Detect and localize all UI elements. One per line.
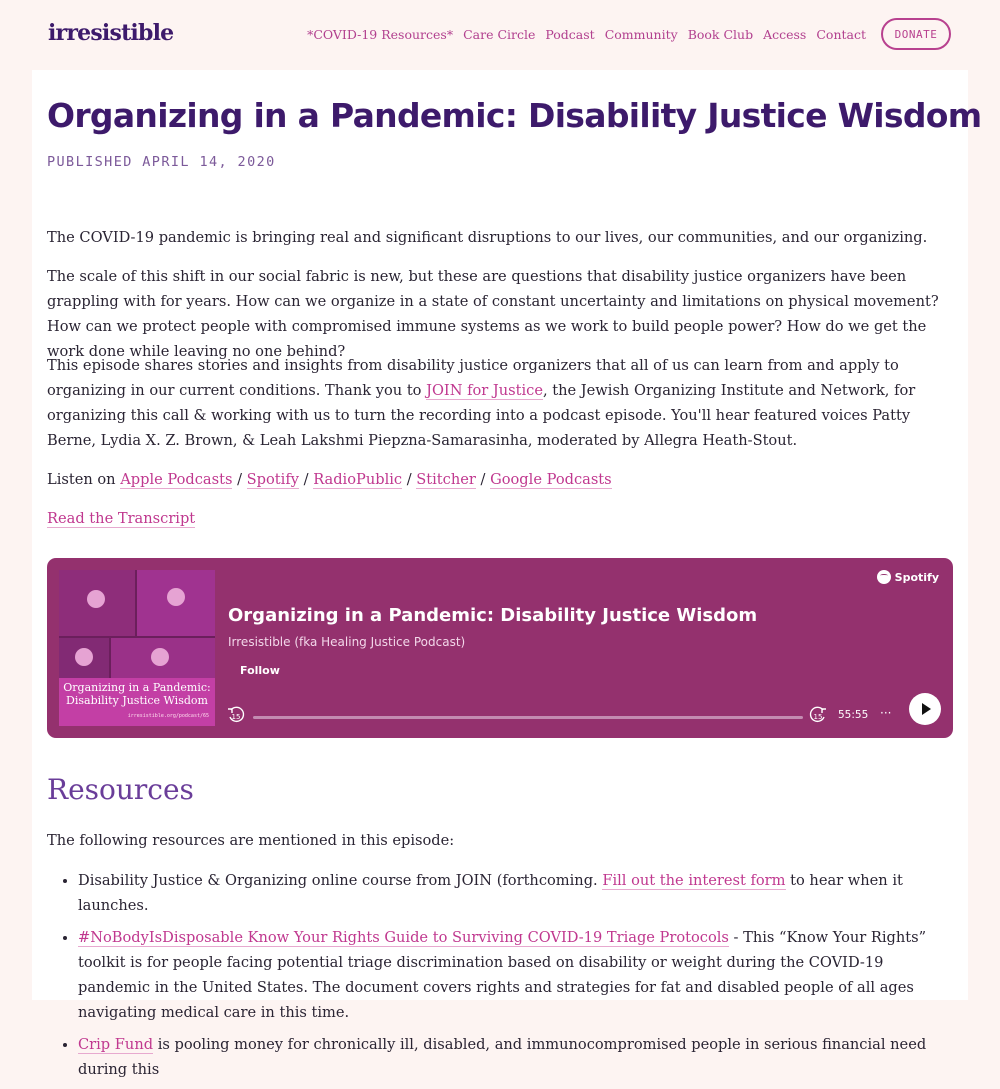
interest-form-link[interactable]: Fill out the interest form bbox=[602, 872, 786, 889]
crip-fund-link[interactable]: Crip Fund bbox=[78, 1036, 154, 1053]
published-date: PUBLISHED APRIL 14, 2020 bbox=[47, 154, 276, 170]
apple-podcasts-link[interactable]: Apple Podcasts bbox=[120, 471, 233, 488]
transcript-line bbox=[47, 506, 953, 531]
episode-duration: 55:55 bbox=[838, 709, 869, 721]
resource-text: Disability Justice & Organizing online course from JOIN (forthcoming. bbox=[78, 872, 603, 889]
resource-text: - This “Know Your Rights” toolkit is for people facing potential triage discrimination based on disability or weight during the COVID-19 pandemic in the United States. The document covers rights and strategies for fat and disabled people of all ages navigating medical care in this time. bbox=[78, 929, 927, 1021]
nav-item-community[interactable]: Community bbox=[604, 27, 678, 42]
list-item bbox=[78, 925, 953, 1025]
resources-intro: The following resources are mentioned in this episode: bbox=[47, 832, 455, 849]
separator: / bbox=[232, 471, 247, 488]
speaker-face-icon bbox=[75, 648, 93, 666]
join-for-justice-link[interactable]: JOIN for Justice bbox=[426, 382, 543, 399]
know-your-rights-guide-link[interactable]: #NoBodyIsDisposable Know Your Rights Guide to Surviving COVID-19 Triage Protocols bbox=[78, 929, 729, 946]
nav-item-covid-resources[interactable]: *COVID-19 Resources* bbox=[307, 27, 454, 42]
intro-paragraph: The COVID-19 pandemic is bringing real and significant disruptions to our lives, our communities, and our organizing. bbox=[47, 229, 928, 246]
player-show-name[interactable]: Irresistible (fka Healing Justice Podcast) bbox=[228, 635, 466, 649]
spotify-label: Spotify bbox=[894, 570, 939, 584]
episode-paragraph bbox=[47, 353, 953, 453]
nav-item-podcast[interactable]: Podcast bbox=[545, 27, 595, 42]
listen-on-line bbox=[47, 467, 953, 492]
speaker-face-icon bbox=[151, 648, 169, 666]
nav-item-book-club[interactable]: Book Club bbox=[687, 27, 754, 42]
resources-list bbox=[47, 868, 953, 1089]
spotify-icon bbox=[877, 570, 891, 584]
cover-photo-tile bbox=[111, 638, 215, 678]
nav-item-access[interactable]: Access bbox=[763, 27, 807, 42]
nav-item-care-circle[interactable]: Care Circle bbox=[463, 27, 536, 42]
resources-heading: Resources bbox=[47, 773, 194, 806]
player-episode-title[interactable]: Organizing in a Pandemic: Disability Justice Wisdom bbox=[228, 605, 758, 626]
context-paragraph: The scale of this shift in our social fabric is new, but these are questions that disability justice organizers have been grappling with for years. How can we organize in a state of constant uncertainty and limitations on physical movement? How can we protect people with compromised immune systems as we work to build people power? How do we get the work done while leaving no one behind? bbox=[47, 268, 939, 360]
spotify-link[interactable]: Spotify bbox=[246, 471, 299, 488]
episode-cover-art bbox=[59, 570, 215, 726]
separator: / bbox=[475, 471, 491, 488]
episode-text-end: , the Jewish Organizing Institute and Network, for organizing this call & working with us to turn the recording into a podcast episode. You'll hear featured voices Patty Berne, Lydia X. Z. Brown, & Leah Lakshmi Piepzna-Samarasinha, moderated by Allegra Heath-Stout. bbox=[47, 382, 916, 449]
skip-forward-15-icon[interactable] bbox=[809, 706, 827, 724]
resource-text: is pooling money for chronically ill, disabled, and immunocompromised people in serious financial need during this bbox=[78, 1036, 927, 1078]
follow-button[interactable]: Follow bbox=[240, 663, 280, 677]
speaker-face-icon bbox=[87, 590, 105, 608]
stitcher-link[interactable]: Stitcher bbox=[416, 471, 476, 488]
read-transcript-link[interactable]: Read the Transcript bbox=[47, 510, 196, 527]
progress-track[interactable] bbox=[253, 716, 803, 719]
main-nav bbox=[307, 27, 866, 42]
list-item bbox=[78, 1032, 953, 1082]
site-header bbox=[0, 0, 1000, 70]
separator: / bbox=[402, 471, 417, 488]
list-item bbox=[78, 868, 953, 918]
cover-title: Organizing in a Pandemic: Disability Justice Wisdom bbox=[63, 681, 211, 707]
separator: / bbox=[298, 471, 314, 488]
donate-button[interactable]: DONATE bbox=[881, 18, 951, 50]
page-title: Organizing in a Pandemic: Disability Justice Wisdom bbox=[47, 96, 982, 135]
spotify-embed-player bbox=[47, 558, 953, 738]
cover-photo-tile bbox=[137, 570, 215, 636]
listen-on-label: Listen on bbox=[47, 471, 121, 488]
article-card bbox=[32, 70, 982, 1078]
skip-forward-label: 15 bbox=[813, 713, 823, 721]
google-podcasts-link[interactable]: Google Podcasts bbox=[490, 471, 612, 488]
nav-item-contact[interactable]: Contact bbox=[816, 27, 866, 42]
skip-back-15-icon[interactable] bbox=[227, 706, 245, 724]
speaker-face-icon bbox=[167, 588, 185, 606]
cover-photo-tile bbox=[59, 638, 109, 678]
more-options-icon[interactable]: ··· bbox=[880, 706, 892, 720]
cover-url: irresistible.org/podcast/65 bbox=[127, 713, 209, 719]
cover-photo-tile bbox=[59, 570, 135, 636]
radiopublic-link[interactable]: RadioPublic bbox=[313, 471, 403, 488]
site-logo[interactable]: irresistible bbox=[48, 20, 174, 46]
skip-back-label: 15 bbox=[231, 713, 241, 721]
episode-text-start: This episode shares stories and insights from disability justice organizers that all of us can learn from and apply to organizing in our current conditions. Thank you to bbox=[47, 357, 899, 399]
play-button[interactable] bbox=[909, 693, 941, 725]
spotify-logo[interactable] bbox=[877, 570, 939, 584]
resource-text: to hear when it launches. bbox=[78, 872, 903, 914]
